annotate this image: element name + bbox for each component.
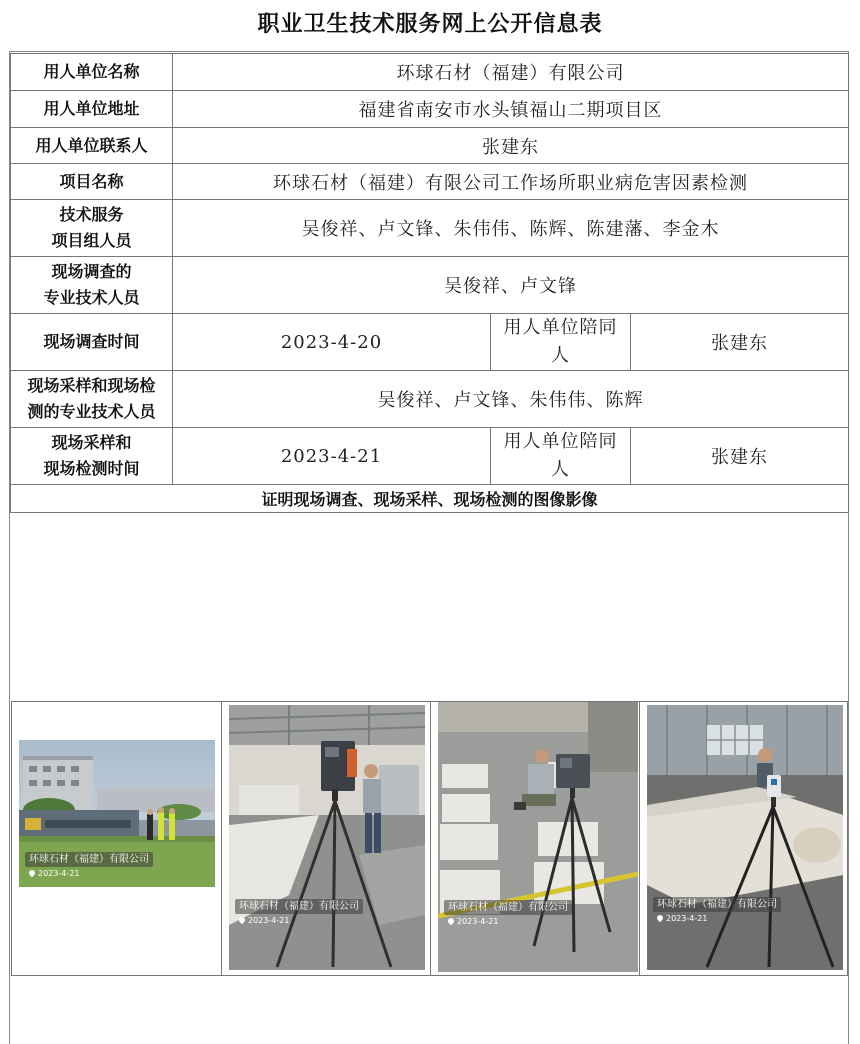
sampling-time-value: 2023-4-21 <box>173 428 491 485</box>
sampling-accompany-label-line2: 人 <box>551 459 570 480</box>
survey-time-label: 现场调查时间 <box>11 314 173 371</box>
location-pin-icon <box>28 869 36 877</box>
workshop-interior-image <box>229 705 425 970</box>
employer-contact-value: 张建东 <box>173 128 849 164</box>
photo-cell-4 <box>640 702 848 975</box>
survey-accompany-label <box>491 314 631 371</box>
team-label-line1: 技术服务 <box>59 205 124 224</box>
photo-3-caption <box>444 900 572 928</box>
site-photo-4 <box>647 705 843 970</box>
photo-strip <box>11 701 848 976</box>
outdoor-slab-image <box>647 705 843 970</box>
site-photo-3 <box>438 702 638 972</box>
row-employer-address <box>11 91 849 128</box>
sampling-accompany-value: 张建东 <box>631 428 849 485</box>
sampling-accompany-label-line1: 用人单位陪同 <box>503 431 618 452</box>
survey-accompany-label-line1: 用人单位陪同 <box>503 317 618 338</box>
info-table <box>10 53 849 513</box>
photo-4-caption-text: 环球石材（福建）有限公司 <box>653 897 781 912</box>
project-name-label: 项目名称 <box>11 164 173 200</box>
project-name-value: 环球石材（福建）有限公司工作场所职业病危害因素检测 <box>173 164 849 200</box>
survey-time-value: 2023-4-20 <box>173 314 491 371</box>
site-photo-2 <box>229 705 425 970</box>
survey-staff-label <box>11 257 173 314</box>
survey-staff-value: 吴俊祥、卢文锋 <box>173 257 849 314</box>
page-title: 职业卫生技术服务网上公开信息表 <box>257 12 603 37</box>
sampling-staff-value: 吴俊祥、卢文锋、朱伟伟、陈辉 <box>173 371 849 428</box>
photo-1-caption <box>25 852 153 880</box>
blank-area <box>10 518 848 701</box>
sampling-accompany-label <box>491 428 631 485</box>
photo-1-date: 2023-4-21 <box>38 869 80 878</box>
row-team <box>11 200 849 257</box>
sampling-staff-label-line2: 测的专业技术人员 <box>27 402 156 421</box>
photo-3-caption-text: 环球石材（福建）有限公司 <box>444 900 572 915</box>
sampling-staff-label-line1: 现场采样和现场检 <box>27 376 156 395</box>
survey-accompany-label-line2: 人 <box>551 345 570 366</box>
photo-cell-1 <box>11 702 222 975</box>
employer-address-label: 用人单位地址 <box>11 91 173 128</box>
location-pin-icon <box>238 916 246 924</box>
photo-3-date: 2023-4-21 <box>457 917 499 926</box>
survey-staff-label-line1: 现场调查的 <box>51 262 132 281</box>
survey-accompany-value: 张建东 <box>631 314 849 371</box>
row-survey-time <box>11 314 849 371</box>
row-project-name <box>11 164 849 200</box>
row-sampling-staff <box>11 371 849 428</box>
sampling-time-label <box>11 428 173 485</box>
photo-cell-3 <box>431 702 640 975</box>
photo-2-date: 2023-4-21 <box>248 916 290 925</box>
row-survey-staff <box>11 257 849 314</box>
sampling-time-label-line2: 现场检测时间 <box>43 459 140 478</box>
employer-address-value: 福建省南安市水头镇福山二期项目区 <box>173 91 849 128</box>
images-heading: 证明现场调查、现场采样、现场检测的图像影像 <box>11 485 849 513</box>
photo-4-caption <box>653 897 781 925</box>
row-images-heading <box>11 485 849 513</box>
photo-4-date: 2023-4-21 <box>666 914 708 923</box>
photo-1-caption-text: 环球石材（福建）有限公司 <box>25 852 153 867</box>
team-label <box>11 200 173 257</box>
photo-cell-2 <box>222 702 431 975</box>
team-value: 吴俊祥、卢文锋、朱伟伟、陈辉、陈建藩、李金木 <box>173 200 849 257</box>
employer-name-value: 环球石材（福建）有限公司 <box>173 54 849 91</box>
employer-contact-label: 用人单位联系人 <box>11 128 173 164</box>
row-sampling-time <box>11 428 849 485</box>
employer-name-label: 用人单位名称 <box>11 54 173 91</box>
location-pin-icon <box>447 917 455 925</box>
photo-2-caption-text: 环球石材（福建）有限公司 <box>235 899 363 914</box>
sampling-time-label-line1: 现场采样和 <box>51 433 132 452</box>
row-employer-contact <box>11 128 849 164</box>
photo-2-caption <box>235 899 363 927</box>
stone-slab-floor-image <box>438 702 638 972</box>
team-label-line2: 项目组人员 <box>51 231 132 250</box>
survey-staff-label-line2: 专业技术人员 <box>43 288 140 307</box>
site-photo-1 <box>19 740 215 887</box>
sampling-staff-label <box>11 371 173 428</box>
row-employer-name <box>11 54 849 91</box>
bottom-blank-area <box>10 975 848 1044</box>
location-pin-icon <box>656 914 664 922</box>
